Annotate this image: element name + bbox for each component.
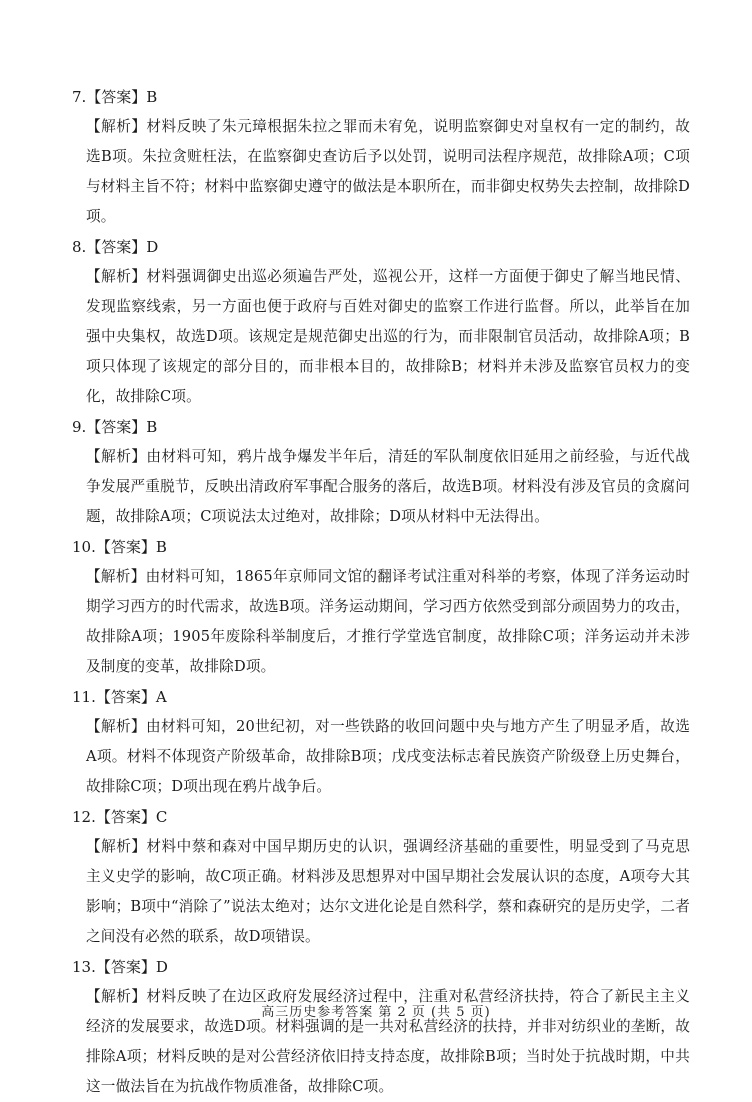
question-10 <box>72 532 690 682</box>
analysis-text: 【解析】材料反映了在边区政府发展经济过程中，注重对私营经济扶持，符合了新民主主义经济的发展要求，故选D项。材料强调的是一共对私营经济的扶持，并非对纺织业的垄断，故排除A项；材料反映的是对公营经济依旧持支持态度，故排除B项；当时处于抗战时期，中共这一做法旨在为抗战作物质准备，故排除C项。 <box>86 988 690 1095</box>
question-8 <box>72 232 690 412</box>
page-footer: 高三历史参考答案 第 2 页 (共 5 页) <box>261 1005 491 1020</box>
analysis-text: 【解析】由材料可知，1865年京师同文馆的翻译考试注重对科举的考察，体现了洋务运动时期学习西方的时代需求，故选B项。洋务运动期间，学习西方依然受到部分顽固势力的攻击，故排除A项；1905年废除科举制度后，才推行学堂选官制度，故排除C项；洋务运动并未涉及制度的变革，故排除D项。 <box>86 568 690 675</box>
question-11 <box>72 682 690 802</box>
analysis-text: 【解析】材料中蔡和森对中国早期历史的认识，强调经济基础的重要性，明显受到了马克思主义史学的影响，故C项正确。材料涉及思想界对中国早期社会发展认识的态度，A项夸大其影响；B项中“消除了”说法太绝对；达尔文进化论是自然科学，蔡和森研究的是历史学，二者之间没有必然的联系，故D项错误。 <box>86 838 690 945</box>
answer-heading: 11.【答案】A <box>72 688 167 706</box>
answer-heading: 13.【答案】D <box>72 958 168 976</box>
question-12 <box>72 802 690 952</box>
answer-heading: 9.【答案】B <box>72 418 158 436</box>
answer-heading: 7.【答案】B <box>72 88 158 106</box>
answer-list <box>72 82 690 1102</box>
analysis-text: 【解析】由材料可知，鸦片战争爆发半年后，清廷的军队制度依旧延用之前经验，与近代战争发展严重脱节，反映出清政府军事配合服务的落后，故选B项。材料没有涉及官员的贪腐问题，故排除A项；C项说法太过绝对，故排除；D项从材料中无法得出。 <box>86 448 690 525</box>
analysis-text: 【解析】材料强调御史出巡必须遍告严处，巡视公开，这样一方面便于御史了解当地民情、发现监察线索，另一方面也便于政府与百姓对御史的监察工作进行监督。所以，此举旨在加强中央集权，故选D项。该规定是规范御史出巡的行为，而非限制官员活动，故排除A项；B项只体现了该规定的部分目的，而非根本目的，故排除B；材料并未涉及监察官员权力的变化，故排除C项。 <box>86 268 690 405</box>
answer-heading: 12.【答案】C <box>72 808 168 826</box>
question-9 <box>72 412 690 532</box>
question-13 <box>72 952 690 1102</box>
answer-heading: 8.【答案】D <box>72 238 159 256</box>
answer-heading: 10.【答案】B <box>72 538 167 556</box>
question-7 <box>72 82 690 232</box>
analysis-text: 【解析】由材料可知，20世纪初，对一些铁路的收回问题中央与地方产生了明显矛盾，故选A项。材料不体现资产阶级革命，故排除B项；戊戌变法标志着民族资产阶级登上历史舞台，故排除C项；D项出现在鸦片战争后。 <box>86 718 690 795</box>
analysis-text: 【解析】材料反映了朱元璋根据朱拉之罪而未宥免，说明监察御史对皇权有一定的制约，故选B项。朱拉贪赃枉法，在监察御史查访后予以处罚，说明司法程序规范，故排除A项；C项与材料主旨不符；材料中监察御史遵守的做法是本职所在，而非御史权势失去控制，故排除D项。 <box>86 118 690 225</box>
